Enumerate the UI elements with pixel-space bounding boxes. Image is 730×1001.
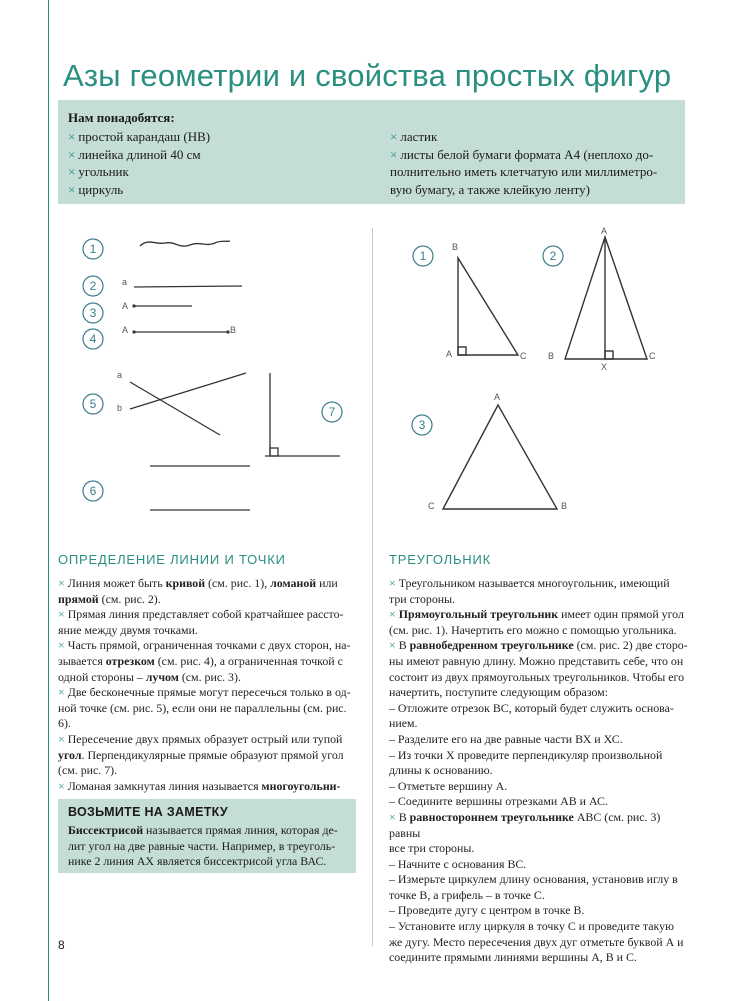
- bullet-cross-icon: ×: [389, 607, 396, 622]
- note-box: [58, 799, 356, 873]
- figure-number: 2: [89, 279, 97, 293]
- point-label: a: [122, 277, 128, 287]
- figure-number: 5: [89, 397, 97, 411]
- figure-number: 3: [418, 418, 426, 432]
- bullet-cross-icon: ×: [68, 164, 76, 179]
- vertex-label: X: [601, 362, 608, 372]
- vertex-label: A: [601, 226, 608, 236]
- materials-box: [58, 100, 685, 204]
- bullet-cross-icon: ×: [68, 181, 76, 197]
- materials-list-right: [390, 128, 657, 198]
- bullet-cross-icon: ×: [389, 638, 396, 653]
- bullet-cross-icon: ×: [58, 778, 65, 793]
- list-item: × угольник: [68, 164, 129, 179]
- vertex-label: C: [520, 351, 527, 361]
- bullet-cross-icon: ×: [58, 731, 65, 746]
- figure-number: 1: [419, 249, 427, 263]
- vertex-label: C: [428, 501, 435, 511]
- bullet-cross-icon: ×: [68, 146, 76, 162]
- section-body-triangle: × Треугольником называется многоугольник, имеющий три стороны. × Прямоугольный треугольник имеет один прямой угол (см. рис. 1). Начертить его можно с помощью угольника. × В равнобедренном треугольнике (см. рис. 2) две сторо- ны имеют равную длину. Можно представить себе, что он состоит из двух прямоугольных треугольников. Чтобы его начертить, поступите следующим образом: – Отложите отрезок ВС, который будет служить основа- нием. – Разделите его на две равные части ВХ и ХС. – Из точки Х проведите перпендикуляр произвольной длины к основанию. – Отметьте вершину А. – Соедините вершины отрезками АВ и АС. × В равностороннем треугольнике АВС (см. рис. 3) равны все три стороны. – Начните с основания ВС. – Измерьте циркулем длину основания, установив иглу в точке В, а грифель – в точке С. – Проведите дугу с центром в точке В. – Установите иглу циркуля в точку С и проведите такую же дугу. Место пересечения двух дуг отметьте буквой А и соедините прямыми линиями вершины А, В и С.: [389, 576, 688, 965]
- section-body-lines: × Линия может быть кривой (см. рис. 1), ломаной или прямой (см. рис. 2). × Прямая линия представляет собой кратчайшее рассто- яние между двумя точками. × Часть прямой, ограниченная точками с двух сторон, на- зывается отрезком (см. рис. 4), а ограниченная точкой с одной стороны – лучом (см. рис. 3). × Две бесконечные прямые могут пересечься только в од- ной точке (см. рис. 5), если они не параллельны (см. рис. 6). × Пересечение двух прямых образует острый или тупой угол. Перпендикулярные прямые образуют прямой угол (см. рис. 7). × Ломаная замкнутая линия называется многоугольни-: [58, 576, 351, 793]
- column-divider: [372, 228, 373, 946]
- bullet-cross-icon: ×: [390, 146, 398, 162]
- list-item: × простой карандаш (HB): [68, 129, 211, 144]
- figure-number: 7: [328, 405, 336, 419]
- section-title-lines: ОПРЕДЕЛЕНИЕ ЛИНИИ И ТОЧКИ: [58, 552, 286, 567]
- bullet-cross-icon: ×: [389, 576, 396, 590]
- bullet-cross-icon: ×: [58, 638, 65, 653]
- bullet-cross-icon: ×: [390, 129, 398, 144]
- figure-number: 3: [89, 306, 97, 320]
- figure-number: 2: [549, 249, 557, 263]
- list-item: × ластик: [390, 129, 438, 144]
- page-title: Азы геометрии и свойства простых фигур: [63, 58, 672, 93]
- figure-number: 1: [89, 242, 97, 256]
- bullet-cross-icon: ×: [68, 129, 76, 144]
- section-title-triangle: ТРЕУГОЛЬНИК: [389, 552, 491, 567]
- figure-number: 6: [89, 484, 97, 498]
- point-label: A: [122, 325, 129, 335]
- point-label: a: [117, 370, 123, 380]
- vertex-label: A: [494, 392, 501, 402]
- materials-list-left: [68, 128, 210, 198]
- vertex-label: B: [548, 351, 555, 361]
- lines-figure: [70, 225, 365, 525]
- triangles-figure: [385, 225, 685, 525]
- point-label: B: [230, 325, 237, 335]
- bullet-cross-icon: ×: [389, 809, 396, 824]
- list-item: × циркуль: [68, 181, 124, 197]
- list-item: × линейка длиной 40 см: [68, 146, 201, 162]
- bullet-cross-icon: ×: [58, 607, 65, 622]
- bullet-cross-icon: ×: [58, 685, 65, 700]
- list-item: × листы белой бумаги формата А4 (неплохо до-: [390, 146, 654, 162]
- list-item: полнительно иметь клетчатую или миллиметро-: [390, 164, 658, 179]
- vertex-label: A: [446, 349, 453, 359]
- point-label: b: [117, 403, 123, 413]
- note-title: ВОЗЬМИТЕ НА ЗАМЕТКУ: [68, 805, 228, 819]
- point-label: A: [122, 301, 129, 311]
- figure-number: 4: [89, 332, 97, 346]
- margin-rule: [48, 0, 49, 1001]
- vertex-label: B: [561, 501, 568, 511]
- materials-heading: Нам понадобятся:: [68, 110, 175, 125]
- bullet-cross-icon: ×: [58, 576, 65, 590]
- vertex-label: B: [452, 242, 459, 252]
- note-body: Биссектрисой называется прямая линия, которая де- лит угол на две равные части. Например, в треуголь- нике 2 линия АХ является биссектрисой угла ВАС.: [68, 823, 338, 869]
- vertex-label: C: [649, 351, 656, 361]
- page-number: 8: [58, 938, 65, 952]
- list-item: вую бумагу, а также клейкую ленту): [390, 181, 590, 197]
